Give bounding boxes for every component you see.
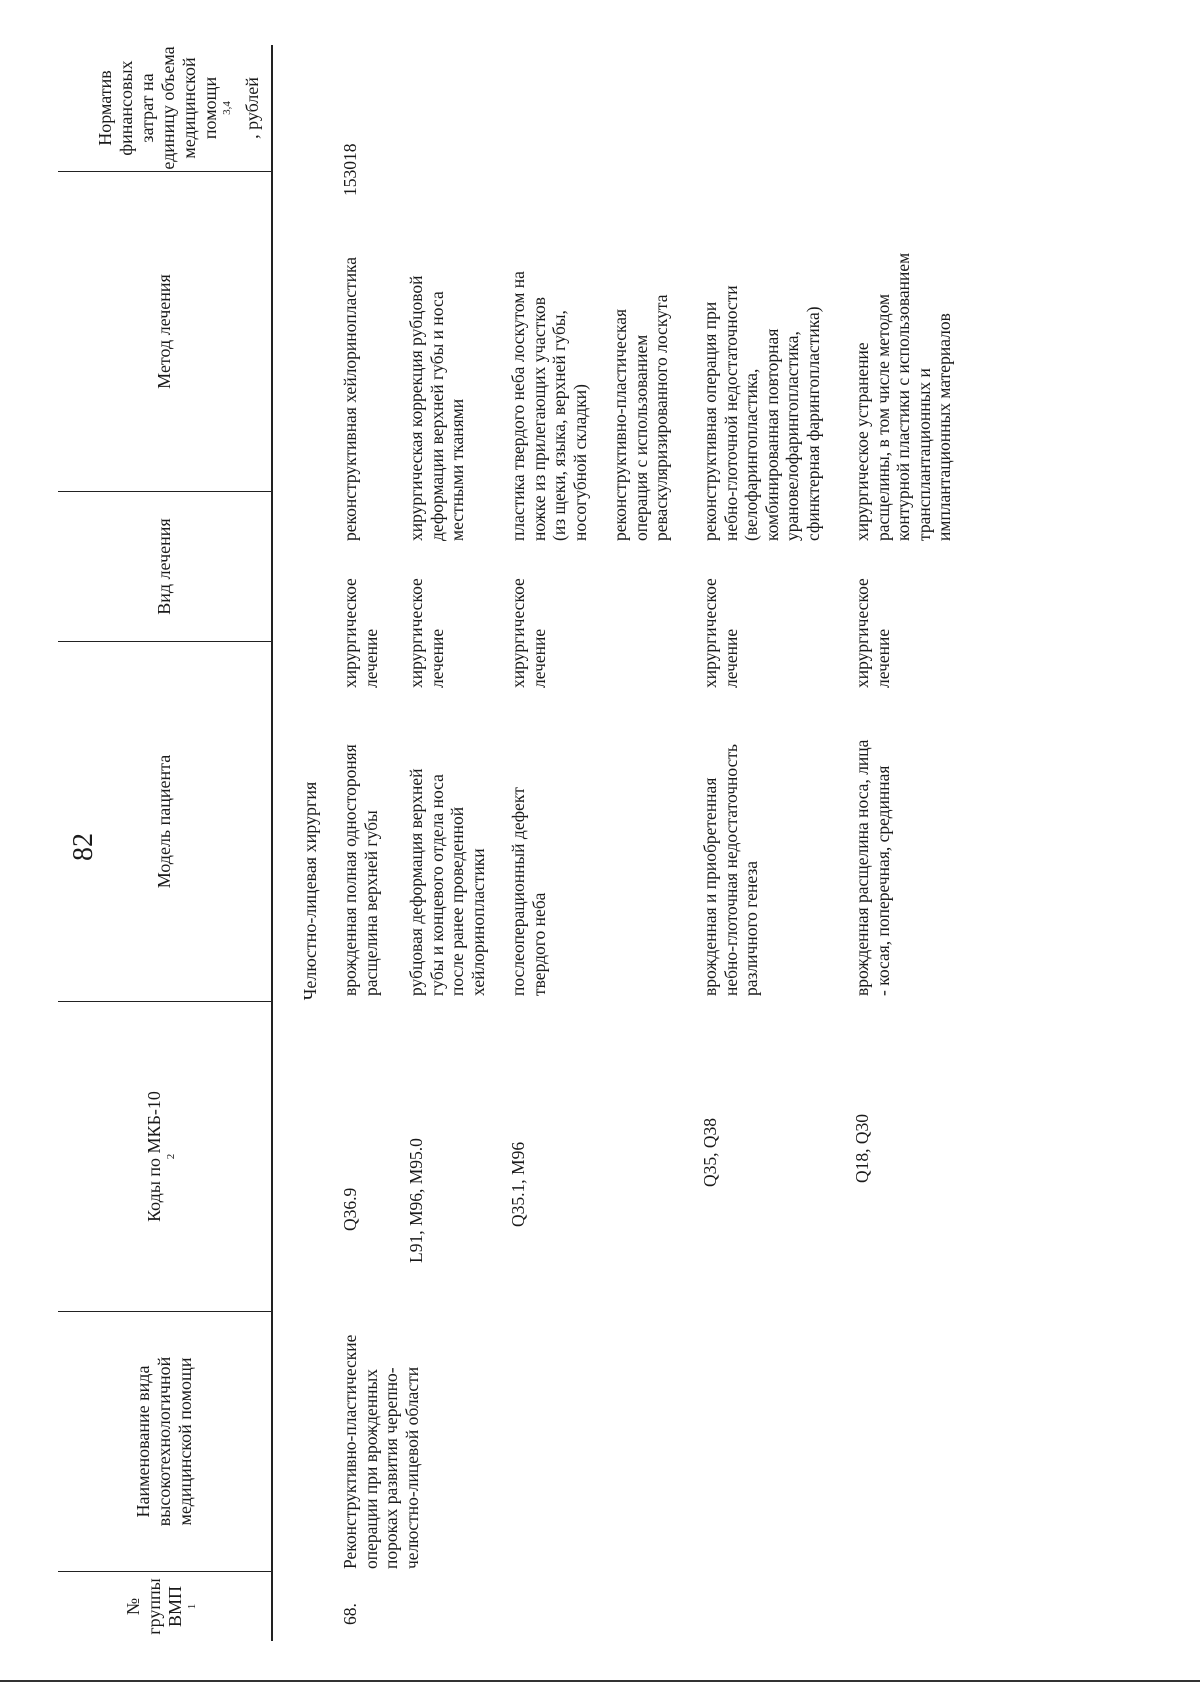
row-5-model: врожденная расщелина носа, лица - косая, поперечная, срединная	[852, 739, 893, 996]
row-3-method-alt: реконструктивно-пластическая операция с использованием реваскуляризированного лоскута	[610, 294, 671, 541]
row-1-method: реконструктивная хейлоринопластика	[340, 256, 360, 541]
group-name: Реконструктивно-пластические операции при врожденных пороках развития черепно- челюстно-лицевой области	[340, 1334, 422, 1569]
row-3-type: хирургическое лечение	[508, 578, 549, 688]
row-3-method: пластика твердого неба лоскутом на ножке из прилегающих участков (из щеки, языка, верхней губы, носогубной складки)	[508, 271, 590, 541]
header-vmp-name-text: Наименование вида высокотехнологичной медицинской помощи	[133, 1356, 195, 1527]
row-4-method: реконструктивная операция при небно-глоточной недостаточности (велофарингопластика, комбинированная повторная урановелофарингопластика, сфинктерная фарингопластика)	[700, 285, 823, 541]
header-group-number-sup: 1	[185, 1603, 198, 1610]
header-group-number	[58, 1571, 271, 1641]
row-3-codes: Q35.1, M96	[508, 1141, 528, 1227]
group-cost: 153018	[340, 143, 360, 196]
header-patient-model-text: Модель пациента	[154, 754, 174, 889]
header-icd-codes-sup: 2	[164, 1153, 177, 1160]
row-5-type: хирургическое лечение	[852, 578, 893, 688]
group-number: 68.	[340, 1603, 360, 1625]
row-3-model: послеоперационный дефект твердого неба	[508, 787, 549, 996]
header-icd-codes	[58, 1001, 271, 1311]
header-cost-suffix: , рублей	[242, 77, 262, 139]
row-1-type: хирургическое лечение	[340, 578, 381, 688]
row-2-codes: L91, M96, M95.0	[406, 1138, 426, 1263]
header-icd-codes-text: Коды по МКБ-10	[143, 1091, 164, 1222]
row-5-method: хирургическое устранение расщелины, в том числе методом контурной пластики с использованием трансплантационных и имплантационных материалов	[852, 252, 954, 541]
header-treatment-type-text: Вид лечения	[154, 518, 174, 615]
row-1-model: врожденная полная одностороняя расщелина верхней губы	[340, 744, 381, 996]
header-vmp-name	[58, 1311, 271, 1571]
row-2-type: хирургическое лечение	[406, 578, 447, 688]
header-treatment-method	[58, 171, 271, 491]
header-cost-text: Норматив финансовых затрат на единицу объема медицинской помощи	[95, 46, 220, 170]
header-treatment-method-text: Метод лечения	[154, 274, 174, 389]
row-2-model: рубцовая деформация верхней губы и концевого отдела носа после ранее проведенной хейлоринопластики	[406, 768, 488, 996]
section-title: Челюстно-лицевая хирургия	[300, 781, 320, 1001]
header-treatment-type	[58, 491, 271, 641]
header-patient-model	[58, 641, 271, 1001]
header-cost-standard	[58, 45, 271, 171]
page-number: 82	[68, 833, 99, 861]
table-header	[58, 45, 273, 1641]
row-4-model: врожденная и приобретенная небно-глоточная недостаточность различного генеза	[700, 744, 761, 996]
row-1-codes: Q36.9	[340, 1187, 360, 1231]
row-4-codes: Q35, Q38	[700, 1117, 720, 1187]
header-cost-sup: 3,4	[221, 101, 233, 115]
header-group-number-text: № группы ВМП	[122, 1578, 185, 1635]
row-2-method: хирургическая коррекция рубцовой деформации верхней губы и носа местными тканями	[406, 275, 467, 541]
row-5-codes: Q18, Q30	[852, 1113, 872, 1183]
row-4-type: хирургическое лечение	[700, 578, 741, 688]
